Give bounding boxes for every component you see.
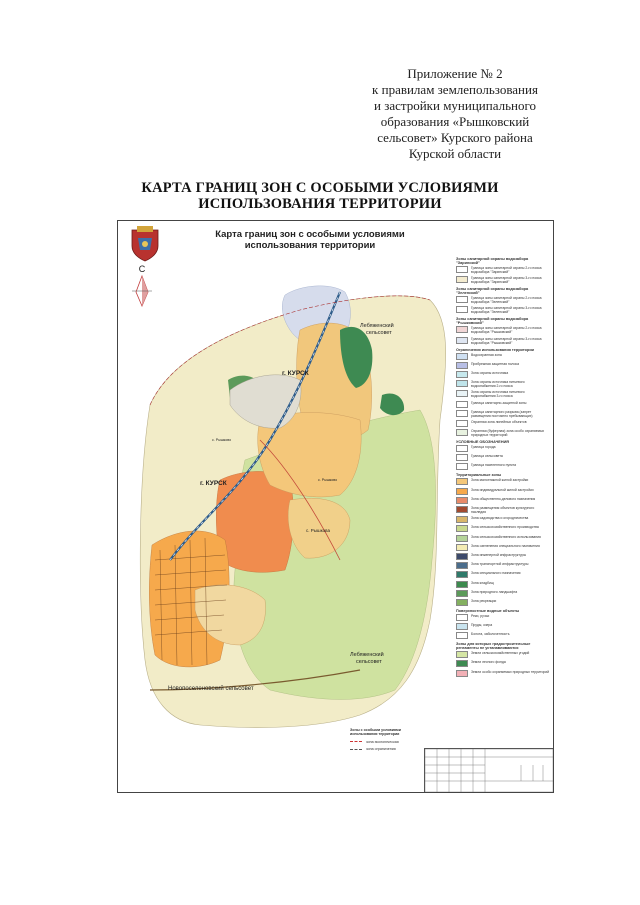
legend-item [456, 420, 550, 427]
legend-label: Зона малоэтажной жилой застройки [471, 478, 529, 483]
legend-label: Граница сельсовета [471, 454, 503, 459]
legend-item [456, 478, 550, 485]
legend-item [456, 296, 550, 304]
legend-swatch [456, 362, 468, 369]
legend-swatch [456, 506, 468, 513]
legend-label: Граница населенного пункта [471, 463, 516, 468]
coat-of-arms-icon [128, 226, 162, 262]
legend-item [456, 660, 550, 667]
legend-item [456, 581, 550, 588]
legend-item [456, 535, 550, 542]
legend-swatch [456, 420, 468, 427]
legend-swatch [456, 525, 468, 532]
map-label-novoposelenovsky: Новопоселеновский сельсовет [168, 686, 254, 692]
legend-swatch [456, 562, 468, 569]
legend-item [456, 614, 550, 621]
legend-label: Зона общественно-делового назначения [471, 496, 536, 501]
map-title-line2: использования территории [244, 240, 376, 251]
legend-label: Реки, ручьи [471, 613, 490, 618]
map-title-line1: Карта границ зон с особыми условиями [215, 229, 405, 240]
legend-label: Зона сельскохозяйственного производства [471, 525, 539, 530]
legend-item [456, 410, 550, 418]
legend-label: Граница зоны санитарной охраны 2-го пояса водозабора "Зеленский" [471, 296, 542, 305]
legend-swatch [456, 445, 468, 452]
legend-label: Земли особо охраняемых природных территорий [471, 669, 550, 674]
legend-item [456, 463, 550, 470]
map-label-kursk-west: г. КУРСК [200, 480, 227, 487]
map-label-lebyazhensky-south: Лебяженский [350, 652, 384, 658]
legend-swatch [456, 544, 468, 551]
map-label-kursk-north: г. КУРСК [282, 370, 309, 377]
legend-heading: Зоны санитарной охраны водозабора "Заринский" [456, 257, 529, 265]
legend-swatch [456, 632, 468, 639]
legend-item [456, 497, 550, 504]
legend-heading: Поверхностные водные объекты [456, 608, 520, 613]
page-title-line2: ИСПОЛЬЗОВАНИЯ ТЕРРИТОРИИ [198, 196, 442, 212]
legend-item [456, 326, 550, 334]
legend-label: Зона охраны источника [471, 370, 509, 375]
legend-swatch [456, 401, 468, 408]
legend-swatch [456, 371, 468, 378]
legend-item [456, 362, 550, 369]
legend-item [456, 353, 550, 360]
legend-item [456, 390, 550, 398]
legend-item [456, 623, 550, 630]
inset-row [350, 747, 414, 751]
legend-label: Болота, заболоченность [471, 632, 510, 637]
inset-heading-line1: Зоны с особыми условиями [350, 728, 401, 732]
legend-label: Зона охраны источника питьевого водоснабжения 3-го пояса [471, 390, 525, 399]
legend-label: Зона природного ландшафта [471, 589, 518, 594]
page-title-line1: КАРТА ГРАНИЦ ЗОН С ОСОБЫМИ УСЛОВИЯМИ [141, 180, 499, 196]
legend-swatch [456, 353, 468, 360]
map-label-lebyazhensky-south-b: сельсовет [356, 659, 382, 665]
legend-label: Зона транспортной инфраструктуры [471, 562, 529, 567]
legend-item [456, 632, 550, 639]
legend-label: Граница города [471, 445, 496, 450]
legend-label: Зона кладбищ [471, 580, 494, 585]
legend-item [456, 670, 550, 677]
legend-item [456, 553, 550, 560]
legend-label: Прибрежная защитная полоса [471, 361, 520, 366]
legend-label: Охранная (буферная) зона особо охраняемых природных территорий [471, 429, 545, 438]
legend-swatch [456, 390, 468, 397]
appendix-line: сельсовет» Курского района [377, 130, 533, 145]
legend-swatch [456, 380, 468, 387]
legend-swatch [456, 614, 468, 621]
map-label-lebyazhensky-north-b: сельсовет [366, 330, 392, 336]
appendix-line: Приложение № 2 [407, 66, 503, 81]
legend-label: Зона сельскохозяйственного использования [471, 534, 541, 539]
legend-swatch [456, 429, 468, 436]
inset-row [350, 740, 414, 744]
legend-item [456, 371, 550, 378]
legend-label: Граница зоны санитарной охраны 2-го пояса водозабора "Рышковский" [471, 326, 542, 335]
inset-item1: зона экологическая [366, 739, 399, 744]
legend-item [456, 276, 550, 284]
legend-heading: Территориальные зоны [456, 473, 502, 478]
legend-label: Зона рекреации [471, 598, 497, 603]
legend-swatch [456, 651, 468, 658]
legend-label: Земли сельскохозяйственных угодий [471, 651, 530, 656]
legend-label: Зона садоводства и огородничества [471, 516, 529, 521]
inset-item2: зона ограничения [366, 746, 396, 751]
legend-swatch [456, 623, 468, 630]
legend-swatch [456, 488, 468, 495]
legend-swatch [456, 276, 468, 283]
legend-label: Зона инженерной инфраструктуры [471, 552, 527, 557]
legend-item [456, 488, 550, 495]
legend-label: Граница зоны санитарной охраны 3-го пояса водозабора "Рышковский" [471, 336, 542, 345]
map-label-ryshkovo-1: с. Рышково [212, 438, 232, 442]
legend-label: Граница зоны санитарной охраны 2-го пояса водозабора "Заринский" [471, 266, 542, 274]
legend-label: Граница зоны санитарной охраны 3-го пояса водозабора "Заринский" [471, 276, 542, 285]
legend-label: Охранная зона линейных объектов [471, 419, 527, 424]
legend-item [456, 562, 550, 569]
legend-item [456, 266, 550, 274]
inset-legend [350, 728, 414, 751]
legend-heading: Зоны санитарной охраны водозабора "Зеленский" [456, 287, 529, 296]
legend-item [456, 401, 550, 408]
legend-swatch [456, 571, 468, 578]
legend-label: Зона размещения объектов культурного наследия [471, 506, 535, 514]
legend-heading: Зоны для которых градостроительные регламенты не устанавливаются [456, 642, 531, 651]
legend-heading: Зоны санитарной охраны водозабора "Рышковский" [456, 317, 529, 326]
legend-swatch [456, 599, 468, 606]
legend-swatch [456, 581, 468, 588]
legend-label: Граница зоны санитарной охраны 3-го пояса водозабора "Зеленский" [471, 306, 542, 315]
appendix-line: и застройки муниципального [374, 98, 536, 113]
legend-item [456, 571, 550, 578]
legend-label: Земли лесного фонда [471, 660, 506, 665]
legend-item [456, 525, 550, 532]
legend-swatch [456, 306, 468, 313]
inset-heading-line2: использования территории [350, 732, 400, 737]
map-label-ryshkovo-2: с. Рышкова [306, 528, 330, 533]
legend-swatch [456, 266, 468, 273]
appendix-line: к правилам землепользования [372, 82, 538, 97]
legend-swatch [456, 590, 468, 597]
legend-item [456, 454, 550, 461]
legend-label: Зона охраны источника питьевого водоснабжения 2-го пояса [471, 380, 525, 389]
legend-swatch [456, 410, 468, 417]
appendix-line: образования «Рышковский [380, 114, 530, 129]
legend-item [456, 590, 550, 597]
legend-swatch [456, 553, 468, 560]
legend-swatch [456, 660, 468, 667]
legend-item [456, 445, 550, 452]
compass-icon [128, 262, 156, 308]
legend-label: Зона индивидуальной жилой застройки [471, 487, 534, 492]
legend-swatch [456, 670, 468, 677]
legend-label: Граница санитарно-защитной зоны [471, 400, 527, 405]
legend-heading: Ограничения использования территории [456, 347, 534, 352]
legend-item [456, 544, 550, 551]
legend-item [456, 506, 550, 514]
legend-label: Граница санитарного разрыва (запрет размещения постоянно пребывающих) [471, 409, 533, 418]
legend-swatch [456, 326, 468, 333]
legend-item [456, 516, 550, 523]
compass-letter: С [138, 264, 146, 274]
legend-swatch [456, 535, 468, 542]
legend-item [456, 429, 550, 437]
appendix-line: Курской области [408, 146, 502, 161]
legend-label: Зона специального назначения [471, 571, 521, 576]
inset-line-swatch [350, 749, 362, 750]
legend-label: Водоохранная зона [471, 352, 502, 357]
drawing-stamp [424, 748, 553, 792]
map-legend [456, 254, 550, 679]
inset-line-swatch [350, 741, 362, 742]
map-title [190, 229, 430, 251]
map-label-lebyazhensky-north: Лебяженский [360, 323, 394, 329]
legend-swatch [456, 337, 468, 344]
legend-swatch [456, 478, 468, 485]
legend-swatch [456, 296, 468, 303]
legend-label: Пруды, озера [471, 623, 493, 628]
legend-heading: УСЛОВНЫЕ ОБОЗНАЧЕНИЯ [456, 440, 510, 445]
legend-label: Зона озеленения специального назначения [471, 543, 540, 548]
map-label-ryshkovo-3: с. Рышково [318, 478, 338, 482]
legend-item [456, 337, 550, 345]
legend-item [456, 380, 550, 388]
legend-swatch [456, 454, 468, 461]
legend-item [456, 599, 550, 606]
legend-swatch [456, 497, 468, 504]
legend-item [456, 306, 550, 314]
legend-swatch [456, 463, 468, 470]
legend-item [456, 651, 550, 658]
legend-swatch [456, 516, 468, 523]
